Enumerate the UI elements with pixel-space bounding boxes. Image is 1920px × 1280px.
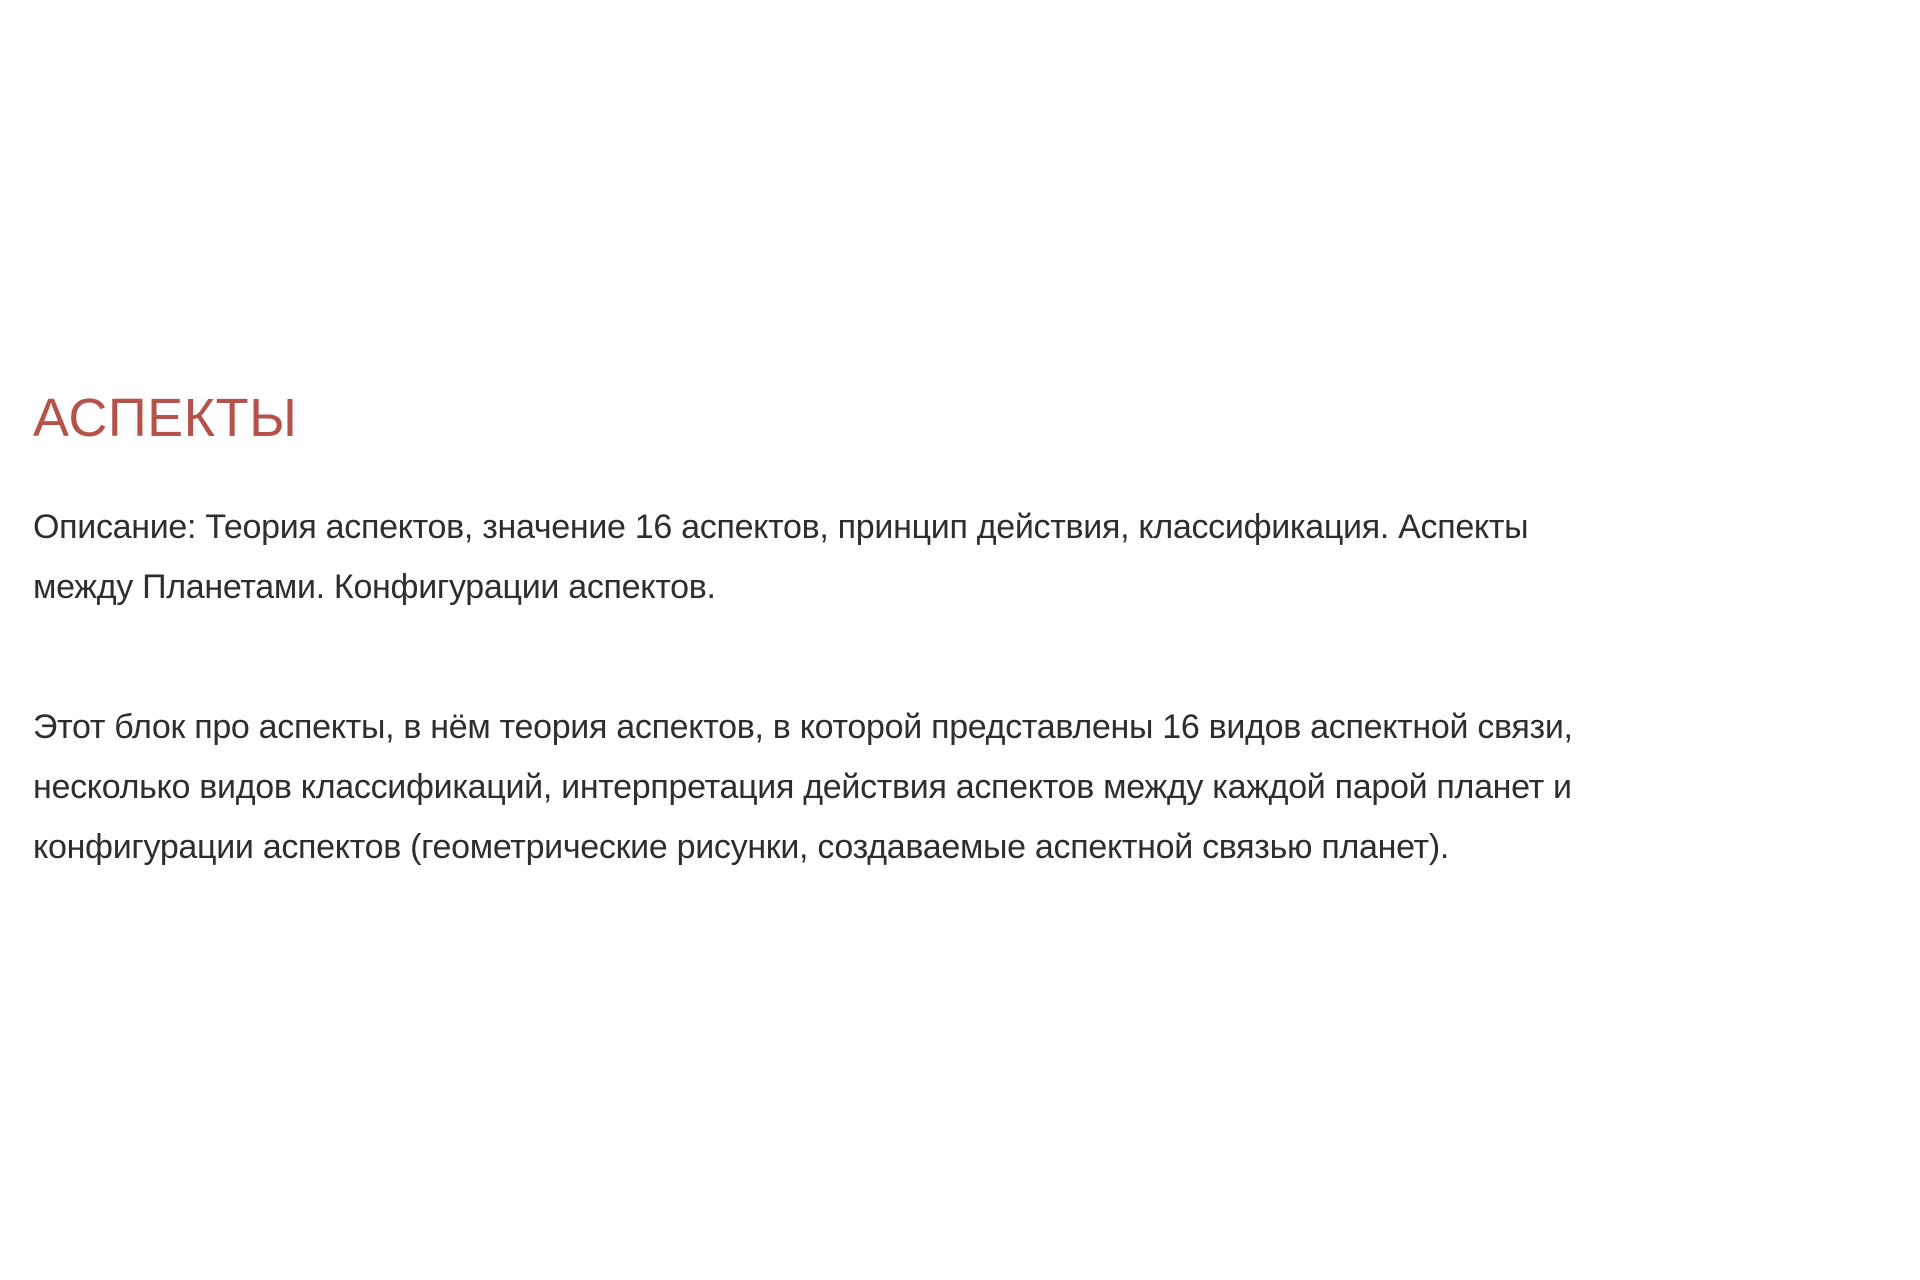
text-line: Описание: Теория аспектов, значение 16 аспектов, принцип действия, классификация. Аспекты <box>33 508 1529 546</box>
text-line: Этот блок про аспекты, в нём теория аспектов, в которой представлены 16 видов аспектной связи, <box>33 708 1573 746</box>
description-paragraph <box>33 497 1890 617</box>
intro-paragraph <box>33 697 1890 877</box>
text-line: между Планетами. Конфигурации аспектов. <box>33 568 716 606</box>
text-line: конфигурации аспектов (геометрические рисунки, создаваемые аспектной связью планет). <box>33 828 1449 866</box>
text-line: несколько видов классификаций, интерпретация действия аспектов между каждой парой планет и <box>33 768 1572 806</box>
page-title: АСПЕКТЫ <box>33 388 298 448</box>
